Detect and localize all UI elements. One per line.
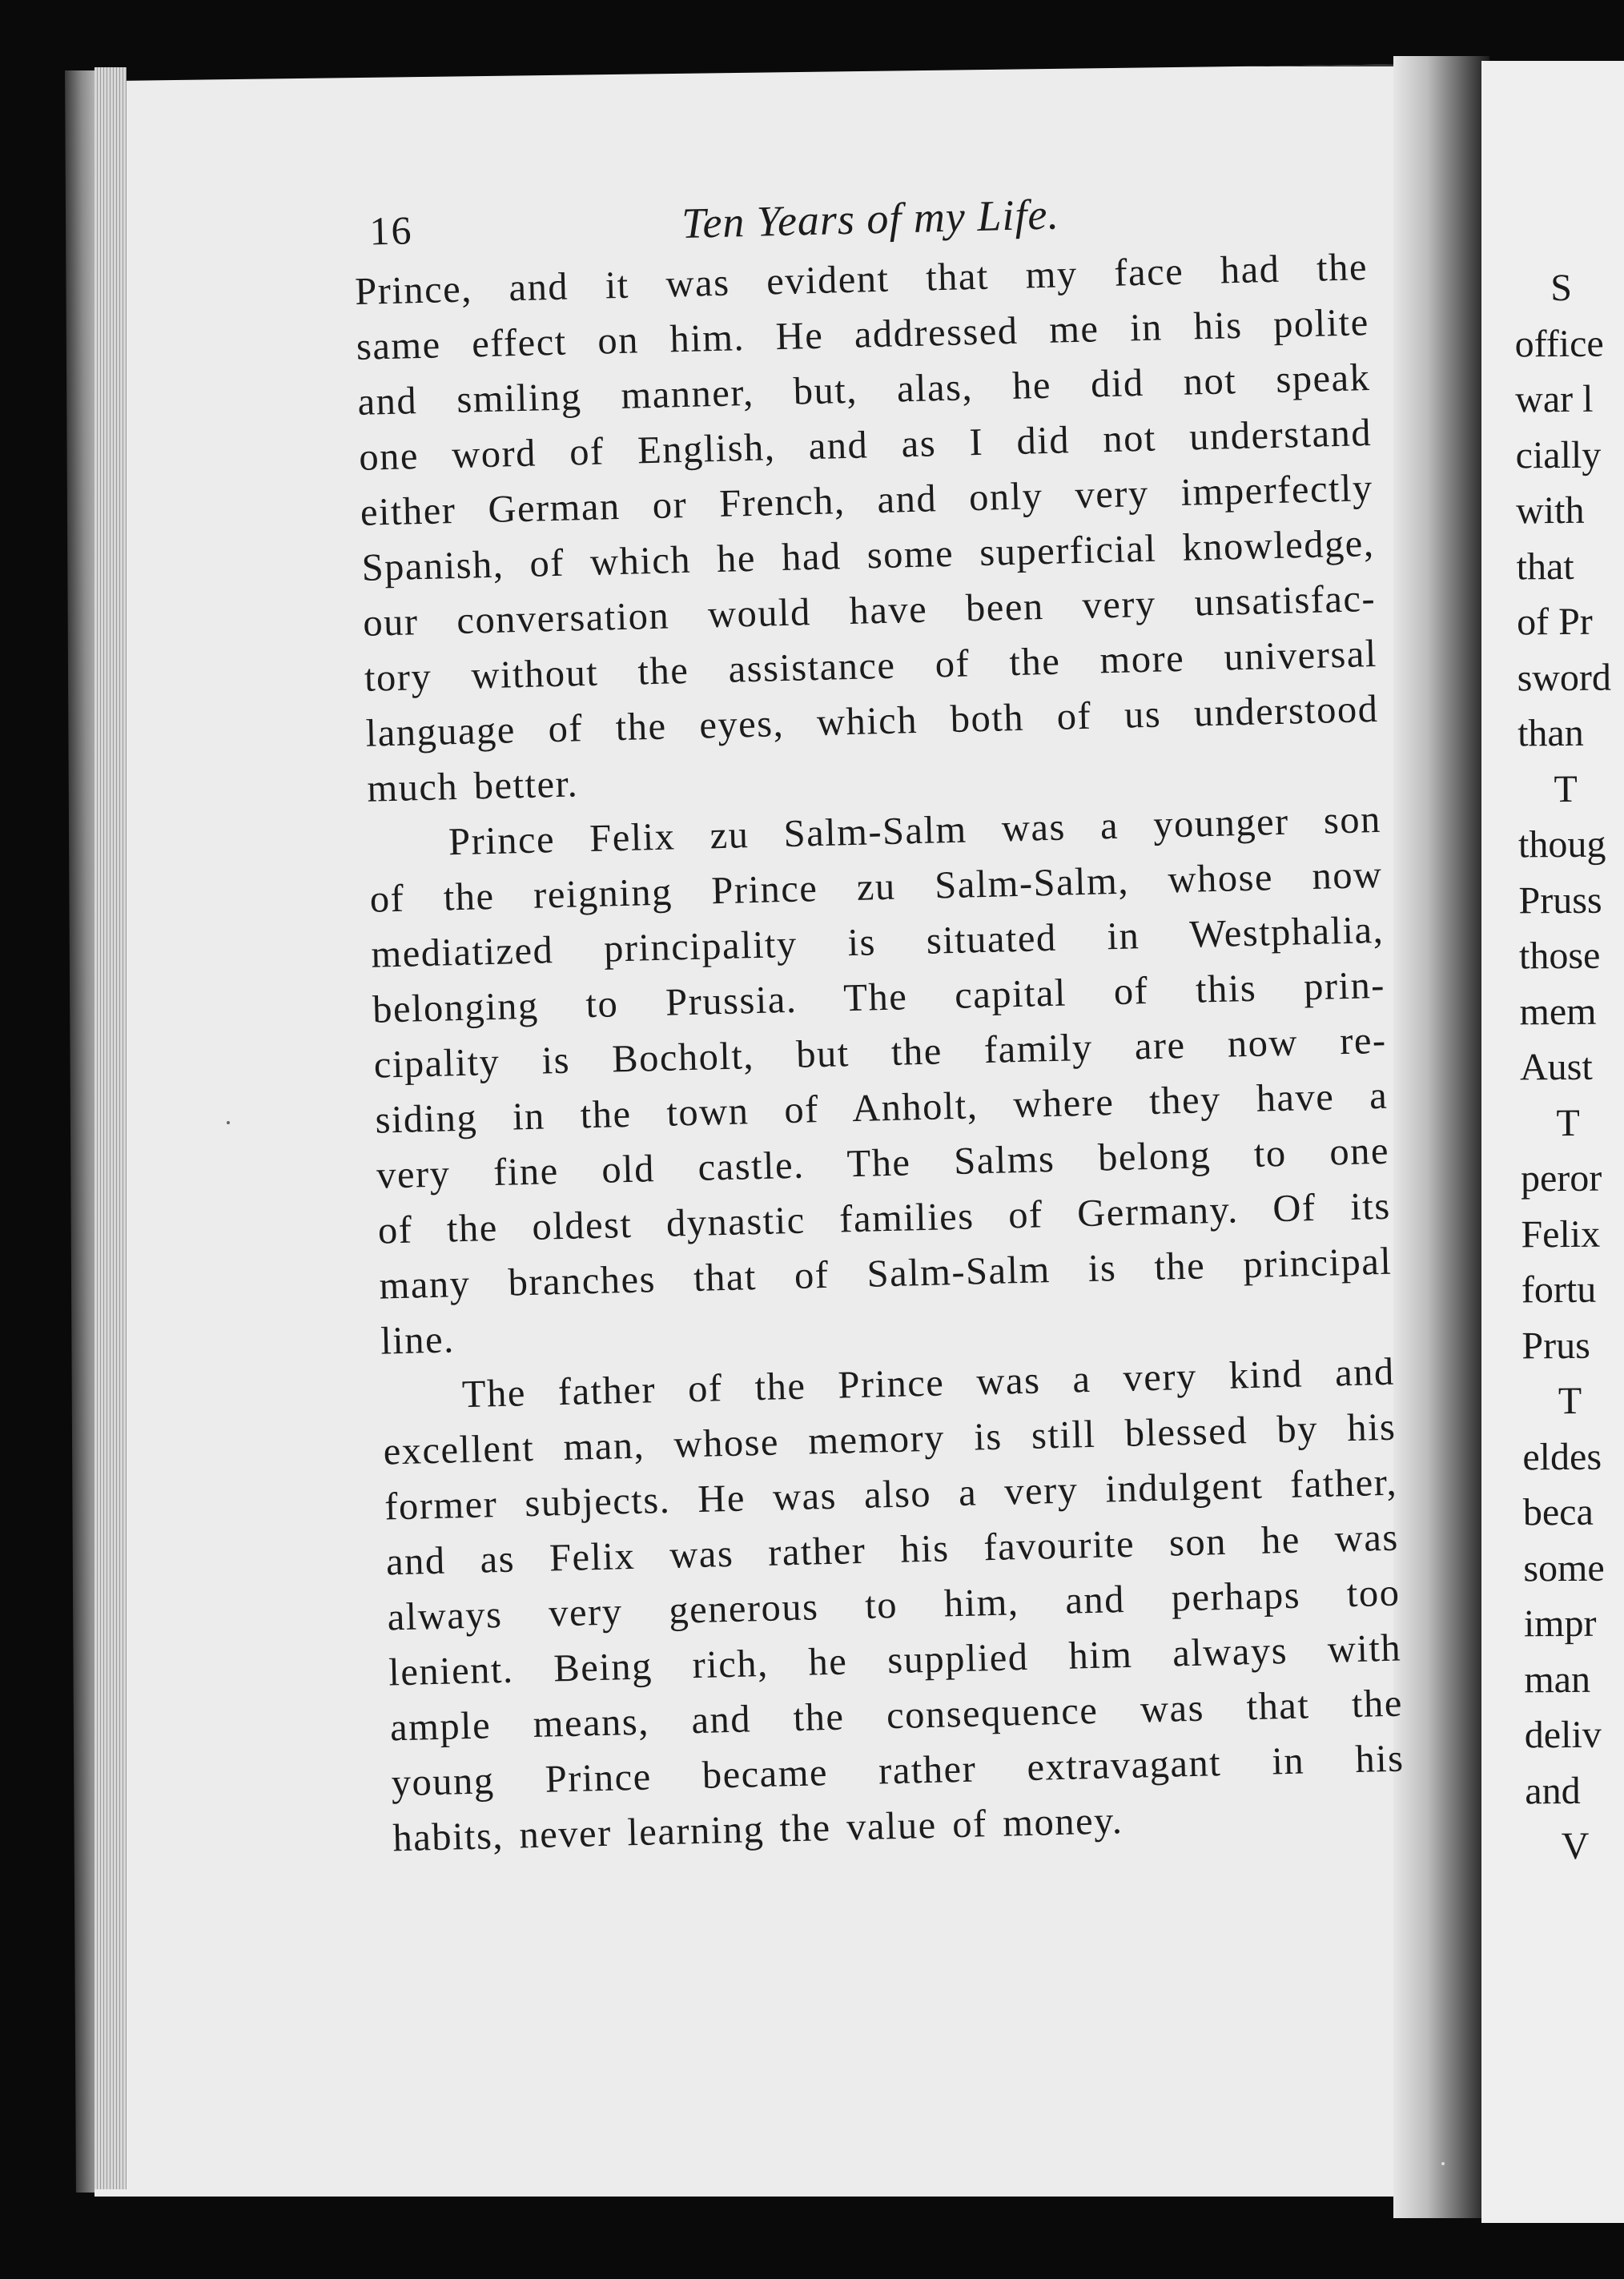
text-line: same effect on him. He addressed me in his polite xyxy=(356,301,1370,368)
text-line: young Prince became rather extravagant in his xyxy=(391,1737,1405,1805)
text-line: tory without the assistance of the more universal xyxy=(364,632,1378,700)
right-text-fragment: office xyxy=(1514,322,1604,365)
right-text-fragment: man xyxy=(1524,1658,1591,1701)
text-line: ample means, and the consequence was that the xyxy=(389,1682,1404,1750)
right-text-fragment: that xyxy=(1516,545,1574,588)
text-line: Prince, and it was evident that my face had the xyxy=(354,246,1369,313)
right-text-fragment: mem xyxy=(1519,990,1597,1033)
text-line: excellent man, whose memory is still blessed by his xyxy=(383,1405,1397,1473)
right-text-fragment: T xyxy=(1556,1101,1580,1144)
right-text-fragment: those xyxy=(1518,934,1601,978)
right-text-fragment: and xyxy=(1525,1769,1581,1812)
text-line: language of the eyes, which both of us understood xyxy=(365,687,1380,755)
dust-speck xyxy=(1441,2162,1445,2165)
right-text-fragment: Felix xyxy=(1521,1212,1601,1256)
text-line: former subjects. He was also a very indulgent father, xyxy=(384,1461,1398,1529)
text-line: lenient. Being rich, he supplied him always with xyxy=(388,1626,1402,1694)
text-line: one word of English, and as I did not understand xyxy=(358,411,1373,479)
page-number: 16 xyxy=(368,207,414,254)
right-text-fragment: with xyxy=(1515,488,1585,533)
right-text-fragment: thoug xyxy=(1517,822,1606,866)
text-line: always very generous to him, and perhaps too xyxy=(387,1571,1401,1639)
page-stack-edge xyxy=(94,67,127,2189)
right-text-fragment: V xyxy=(1561,1824,1590,1868)
right-text-fragment: war l xyxy=(1514,377,1594,421)
text-line: cipality is Bocholt, but the family are now re- xyxy=(373,1019,1388,1087)
text-line: Spanish, of which he had some superficial knowledge, xyxy=(361,521,1375,589)
text-line: and smiling manner, but, alas, he did not speak xyxy=(357,356,1371,424)
text-line: habits, never learning the value of money. xyxy=(392,1799,1124,1860)
body-text xyxy=(354,239,1434,1866)
right-text-fragment: beca xyxy=(1522,1490,1594,1534)
right-text-fragment: sword xyxy=(1517,656,1612,699)
text-line: much better. xyxy=(366,762,579,810)
text-line: siding in the town of Anholt, where they have a xyxy=(374,1074,1389,1142)
right-page-fragments xyxy=(1514,260,1619,1875)
text-line: either German or French, and only very imperfectly xyxy=(360,466,1374,534)
text-line: very fine old castle. The Salms belong to one xyxy=(376,1129,1390,1197)
running-title: Ten Years of my Life. xyxy=(681,190,1060,247)
paragraph-first-line: Prince Felix zu Salm-Salm was a younger son xyxy=(448,798,1382,864)
right-text-fragment: than xyxy=(1517,711,1584,755)
right-text-fragment: peror xyxy=(1520,1156,1602,1200)
dust-speck xyxy=(227,1121,230,1124)
right-text-fragment: S xyxy=(1550,266,1573,310)
left-page-content xyxy=(352,159,1434,1866)
right-text-fragment: T xyxy=(1554,767,1578,810)
text-line: of the reigning Prince zu Salm-Salm, whose now xyxy=(369,853,1384,921)
right-text-fragment: Aust xyxy=(1519,1045,1593,1089)
text-line: belonging to Prussia. The capital of this prin- xyxy=(372,963,1386,1031)
right-text-fragment: deliv xyxy=(1524,1713,1602,1757)
right-text-fragment: Prus xyxy=(1521,1324,1590,1367)
text-line: and as Felix was rather his favourite son he was xyxy=(385,1516,1400,1584)
right-text-fragment: T xyxy=(1558,1379,1582,1423)
right-text-fragment: impr xyxy=(1523,1602,1597,1646)
text-line: our conversation would have been very unsatisfac- xyxy=(362,577,1377,645)
text-line: of the oldest dynastic families of Germany. Of its xyxy=(377,1184,1392,1252)
right-text-fragment: Pruss xyxy=(1518,878,1602,922)
text-line: many branches that of Salm-Salm is the principal xyxy=(378,1240,1393,1308)
right-text-fragment: some xyxy=(1523,1546,1605,1590)
right-text-fragment: cially xyxy=(1515,433,1602,476)
right-text-fragment: of Pr xyxy=(1516,600,1593,644)
right-text-fragment: eldes xyxy=(1522,1435,1602,1478)
text-line: line. xyxy=(380,1318,456,1363)
paragraph-first-line: The father of the Prince was a very kind and xyxy=(461,1350,1396,1417)
right-text-fragment: fortu xyxy=(1521,1268,1597,1312)
text-line: mediatized principality is situated in Westphalia, xyxy=(370,908,1385,976)
